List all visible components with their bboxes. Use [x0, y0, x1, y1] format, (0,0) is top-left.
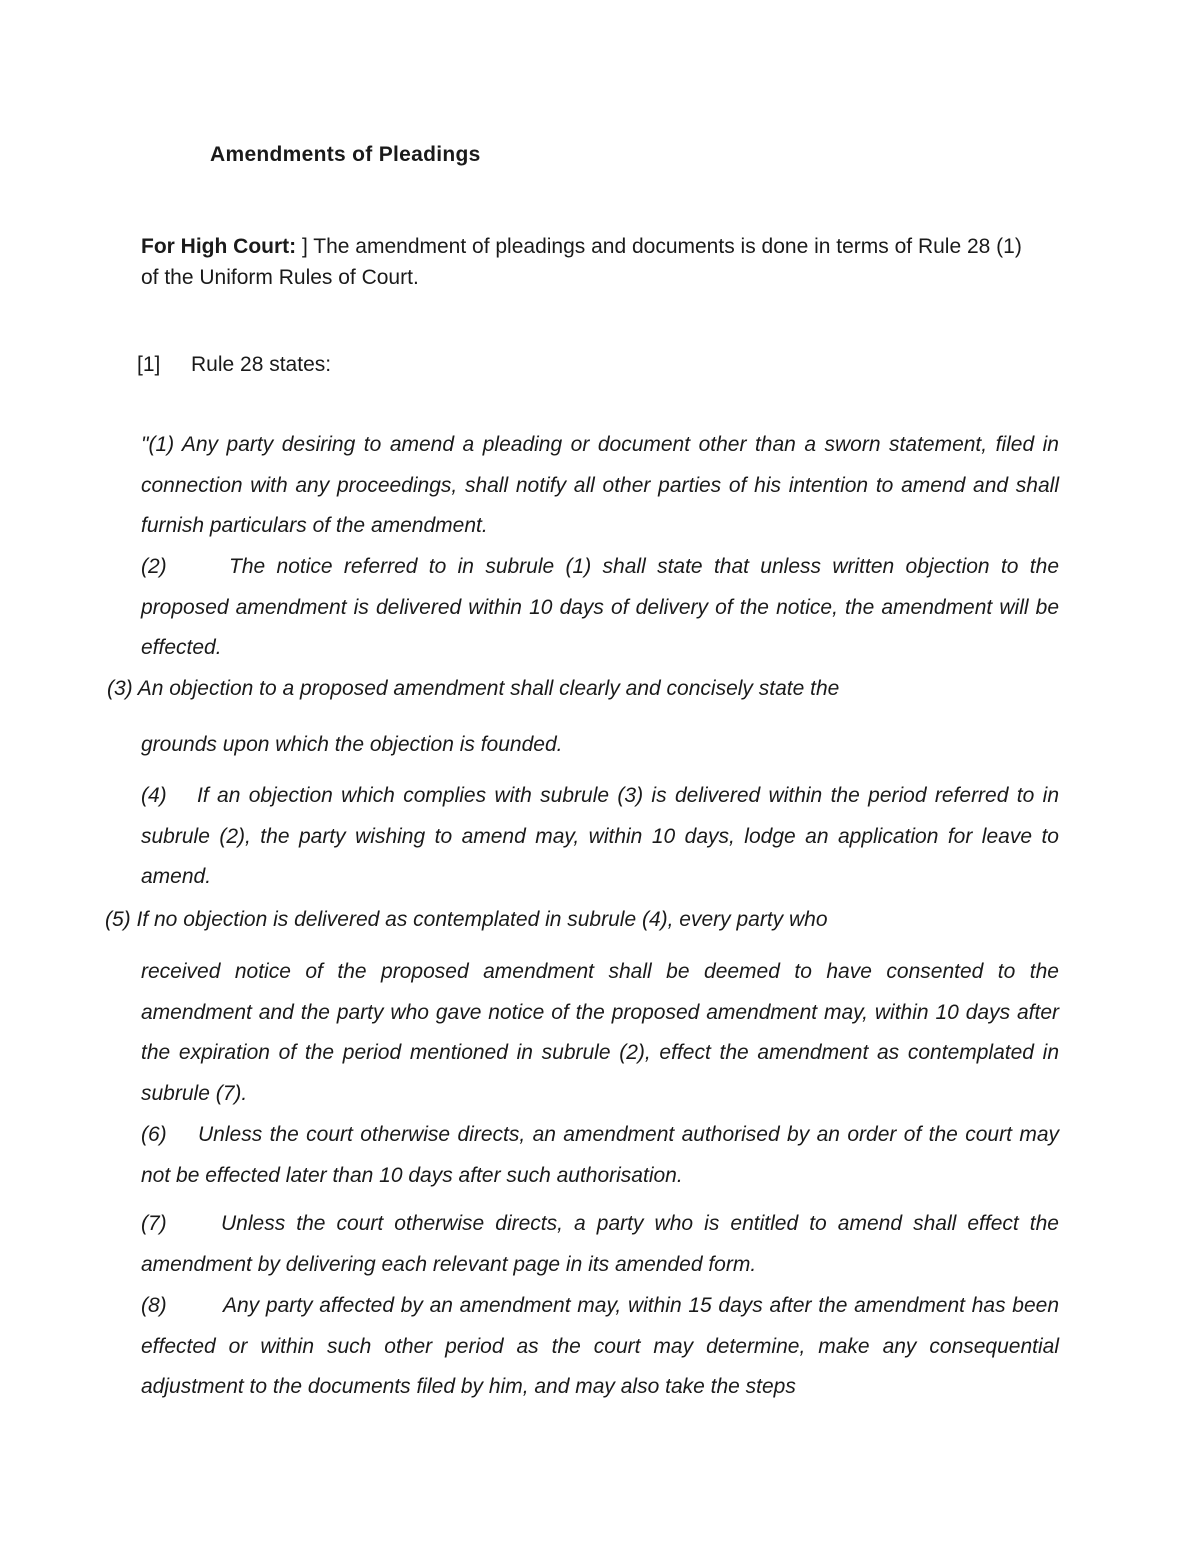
- subrule-8-number: (8): [141, 1294, 167, 1317]
- intro-paragraph: [141, 231, 1041, 293]
- subrule-5-first-line: (5) If no objection is delivered as contemplated in subrule (4), every party who: [105, 908, 828, 931]
- subrule-3-first-line: (3) An objection to a proposed amendment shall clearly and concisely state the: [107, 677, 840, 700]
- subrule-8-text: Any party affected by an amendment may, within 15 days after the amendment has been effected or within such other period as the court may determine, make any consequential adjustment to the documents filed by him, and may also take the steps: [141, 1294, 1059, 1399]
- subrule-4-number: (4): [141, 784, 167, 807]
- rule-heading-number: [1]: [137, 353, 161, 376]
- subrule-7-text: Unless the court otherwise directs, a party who is entitled to amend shall effect the amendment by delivering each relevant page in its amended form.: [141, 1212, 1059, 1276]
- subrule-6: [141, 1115, 1059, 1196]
- subrule-2: [141, 547, 1059, 669]
- subrule-7-number: (7): [141, 1212, 167, 1235]
- subrule-2-number: (2): [141, 555, 167, 578]
- subrule-7: [141, 1204, 1059, 1285]
- subrule-1: "(1) Any party desiring to amend a pleading or document other than a sworn statement, filed in connection with any proceedings, shall notify all other parties of his intention to amend and shall furnish particulars of the amendment.: [141, 433, 1059, 538]
- subrule-3-rest: grounds upon which the objection is founded.: [141, 733, 563, 756]
- subrule-8: [141, 1286, 1059, 1408]
- intro-label: For High Court:: [141, 235, 297, 258]
- rule-heading-text: Rule 28 states:: [191, 353, 332, 376]
- subrule-4-text: If an objection which complies with subrule (3) is delivered within the period referred to in subrule (2), the party wishing to amend may, within 10 days, lodge an application for leave to amend.: [141, 784, 1059, 889]
- page-title: Amendments of Pleadings: [210, 143, 481, 166]
- subrule-2-text: The notice referred to in subrule (1) shall state that unless written objection to the proposed amendment is delivered within 10 days of delivery of the notice, the amendment will be effected.: [141, 555, 1059, 660]
- rule-heading: [137, 353, 331, 377]
- intro-text: ] The amendment of pleadings and documents is done in terms of Rule 28 (1) of the Uniform Rules of Court.: [141, 235, 1022, 289]
- subrule-4: [141, 776, 1059, 898]
- subrule-6-text: Unless the court otherwise directs, an amendment authorised by an order of the court may not be effected later than 10 days after such authorisation.: [141, 1123, 1059, 1187]
- subrule-5-rest: received notice of the proposed amendment shall be deemed to have consented to the amendment and the party who gave notice of the proposed amendment may, within 10 days after the expiration of the period mentioned in subrule (2), effect the amendment as contemplated in subrule (7).: [141, 960, 1059, 1105]
- subrule-6-number: (6): [141, 1123, 167, 1146]
